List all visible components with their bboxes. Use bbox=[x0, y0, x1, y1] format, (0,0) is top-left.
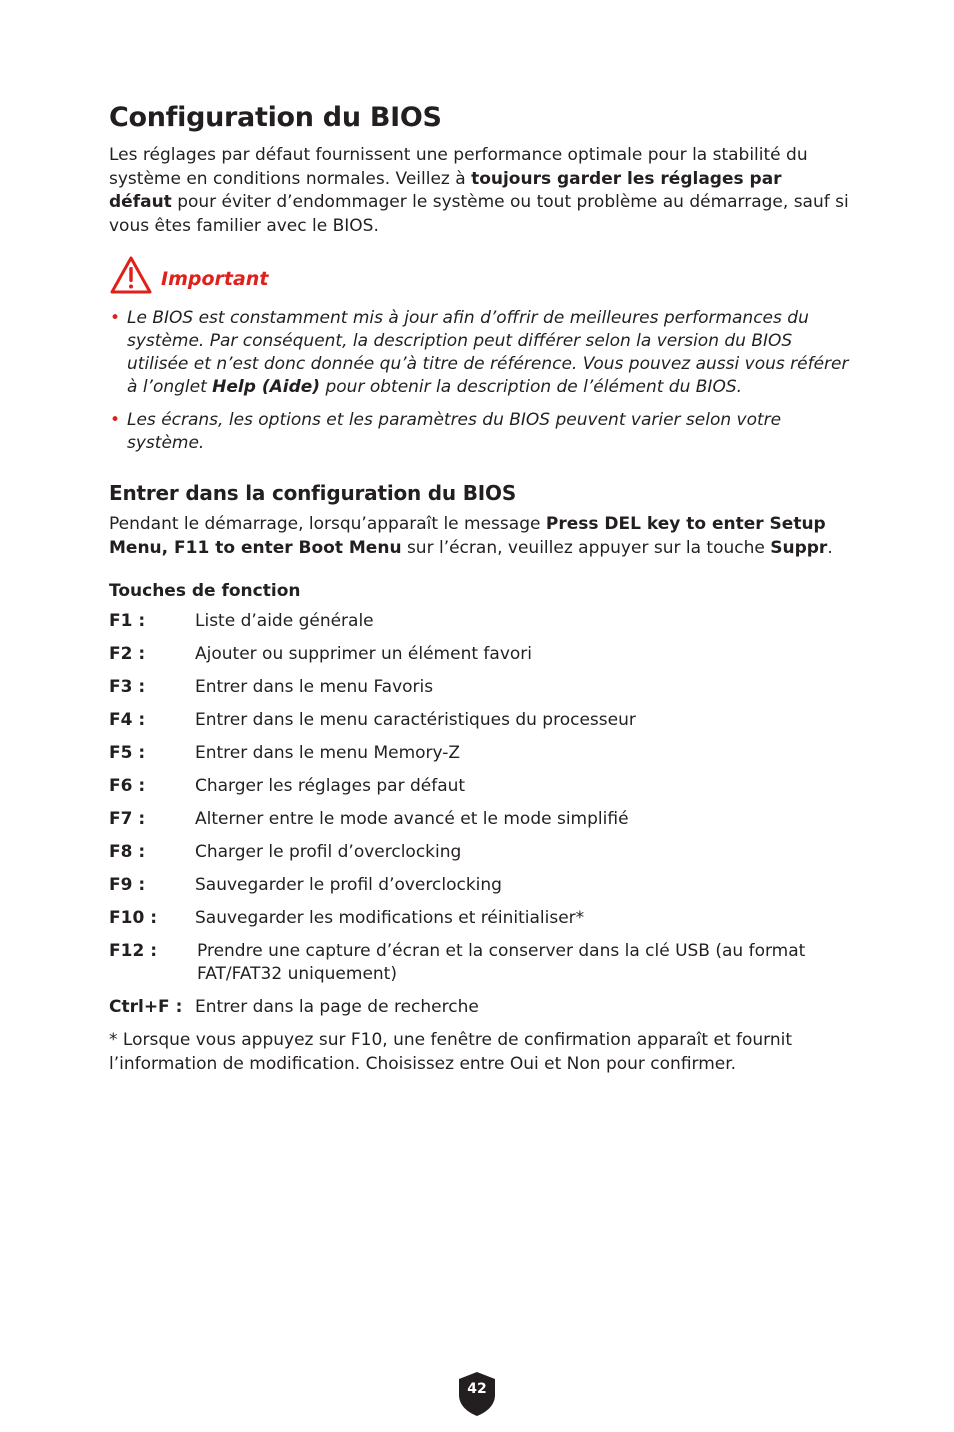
key-name: F8 : bbox=[109, 842, 146, 862]
intro-emphasis: toujours garder les réglages par défaut bbox=[109, 168, 782, 212]
key-name: F9 : bbox=[109, 875, 146, 895]
function-key-row bbox=[109, 907, 849, 930]
function-keys-list bbox=[109, 610, 849, 1019]
note-item: • Le BIOS est constamment mis à jour afin d’offrir de meilleures performances du système. Par conséquent, la description peut différer selon la version du BIOS utilisée et n’est donc donnée qu’à titre de référence. Vous pouvez aussi vous référer à l’onglet Help (Aide) pour obtenir la description de l’élément du BIOS. bbox=[110, 308, 849, 397]
key-description: Charger les réglages par défaut bbox=[195, 776, 466, 796]
warning-icon bbox=[109, 255, 153, 295]
important-notes bbox=[109, 307, 849, 455]
key-name: F12 : bbox=[109, 941, 157, 961]
key-description: Entrer dans le menu Favoris bbox=[195, 677, 434, 697]
section-heading: Entrer dans la configuration du BIOS bbox=[109, 481, 517, 505]
function-key-row bbox=[109, 610, 849, 633]
function-key-row bbox=[109, 874, 849, 897]
function-key-row bbox=[109, 940, 849, 986]
key-description: Alterner entre le mode avancé et le mode simplifié bbox=[195, 809, 629, 829]
key-name: F10 : bbox=[109, 908, 157, 928]
key-description: Entrer dans le menu caractéristiques du processeur bbox=[195, 710, 636, 730]
key-description: Prendre une capture d’écran et la conserver dans la clé USB (au format FAT/FAT32 uniquement) bbox=[197, 941, 806, 984]
key-name: Ctrl+F : bbox=[109, 997, 183, 1017]
intro-paragraph: Les réglages par défaut fournissent une performance optimale pour la stabilité du système en conditions normales. Veillez à toujours garder les réglages par défaut pour éviter d’endommager le système ou tout problème au démarrage, sauf si vous êtes familier avec le BIOS. bbox=[109, 145, 849, 236]
key-description: Sauvegarder le profil d’overclocking bbox=[195, 875, 502, 895]
key-name: F3 : bbox=[109, 677, 146, 697]
page-number: 42 bbox=[467, 1381, 487, 1397]
page-number-badge bbox=[458, 1371, 496, 1417]
key-description: Ajouter ou supprimer un élément favori bbox=[195, 644, 532, 664]
important-heading bbox=[109, 255, 849, 295]
bullet-icon: • bbox=[110, 410, 121, 430]
function-key-row bbox=[109, 643, 849, 666]
page-title: Configuration du BIOS bbox=[109, 102, 442, 133]
key-description: Entrer dans la page de recherche bbox=[195, 997, 479, 1017]
key-description: Sauvegarder les modifications et réinitialiser* bbox=[195, 908, 585, 928]
key-name: F1 : bbox=[109, 611, 146, 631]
key-name: F5 : bbox=[109, 743, 146, 763]
function-key-row bbox=[109, 742, 849, 765]
key-name: F2 : bbox=[109, 644, 146, 664]
function-keys-heading: Touches de fonction bbox=[109, 581, 301, 601]
important-label: Important bbox=[161, 267, 269, 290]
function-key-row bbox=[109, 775, 849, 798]
key-name: F4 : bbox=[109, 710, 146, 730]
function-key-row bbox=[109, 841, 849, 864]
function-key-row bbox=[109, 676, 849, 699]
key-name: F7 : bbox=[109, 809, 146, 829]
page-content bbox=[109, 100, 849, 1076]
enter-paragraph: Pendant le démarrage, lorsqu’apparaît le message Press DEL key to enter Setup Menu, F11 to enter Boot Menu sur l’écran, veuillez appuyer sur la touche Suppr. bbox=[109, 514, 833, 558]
footnote: * Lorsque vous appuyez sur F10, une fenêtre de confirmation apparaît et fournit l’information de modification. Choisissez entre Oui et Non pour confirmer. bbox=[109, 1030, 793, 1074]
key-name: F6 : bbox=[109, 776, 146, 796]
key-description: Charger le profil d’overclocking bbox=[195, 842, 462, 862]
bullet-icon: • bbox=[110, 308, 121, 328]
key-description: Entrer dans le menu Memory-Z bbox=[195, 743, 461, 763]
key-description: Liste d’aide générale bbox=[195, 611, 374, 631]
note-item: • Les écrans, les options et les paramètres du BIOS peuvent varier selon votre système. bbox=[110, 410, 782, 453]
function-key-row bbox=[109, 709, 849, 732]
function-key-row bbox=[109, 996, 849, 1019]
function-key-row bbox=[109, 808, 849, 831]
